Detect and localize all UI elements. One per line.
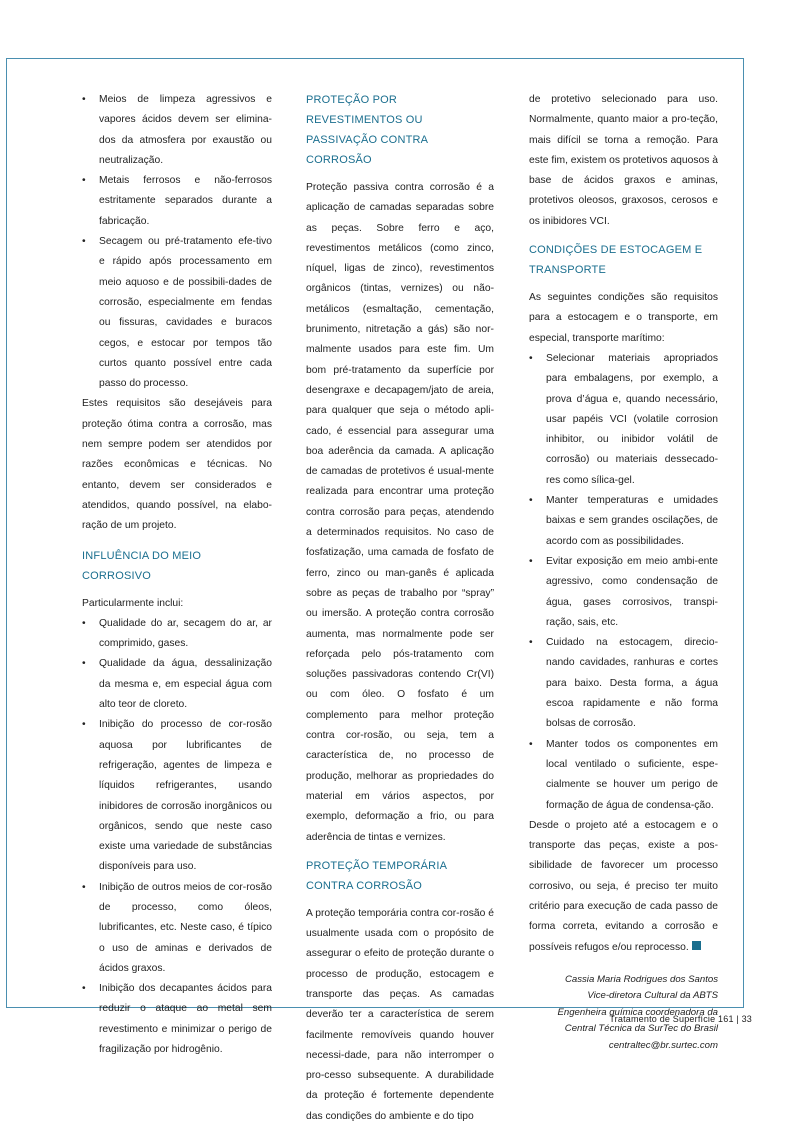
- section-heading-meio-corrosivo: INFLUÊNCIA DO MEIO CORROSIVO: [82, 549, 202, 582]
- list-item: • Metais ferrosos e não-ferrosos estritamente separados durante a fabricação.: [82, 171, 272, 232]
- bullet-list-requirements: [82, 90, 272, 394]
- paragraph: Proteção passiva contra corrosão é a aplicação de camadas separadas sobre as peças. Sobre ferro e aço, revestimentos metálicos (como zinco, níquel, ligas de zinco), revestimentos orgânicos (tintas, vernizes) ou não-metálicos (esmaltação, cementação, brunimento, nitretação a gás) são nor-malmente usados para este fim. Um bom pré-tratamento da superfície por desengraxe e decapagem/jato de areia, para qualquer que seja o método apli-cado, é essencial para assegurar uma boa aderência da camada. A aplicação de camadas de protetivos é usual-mente realizada para encontrar uma proteção contra corrosão para peças, atendendo a determinados requisitos. No caso de fosfatização, uma camada de fosfato de ferro, zinco ou man-ganês é aplicada sobre as peças de trabalho por “spray” ou imersão. A proteção contra corrosão aumenta, mas normalmente pode ser reforçada pelo pós-tratamento com soluções passivadoras contendo Cr(VI) ou com óleo. O fosfato é um complemento para melhor proteção contra cor-rosão, ou seja, tem a característica de, no processo de produção, melhorar as propriedades do material em vários aspectos, por exemplo, deformação a frio, ou para aderência de tintas e vernizes.: [306, 182, 494, 843]
- paragraph: Estes requisitos são desejáveis para proteção ótima contra a corrosão, mas nem sempre podem ser atendidos por razões econômicas e técnicas. No entanto, devem ser considerados e atendidos, quando possível, na elabo-ração de um projeto.: [82, 398, 272, 532]
- author-role: Vice-diretora Cultural da ABTS: [587, 990, 718, 1002]
- list-item: • Inibição dos decapantes ácidos para reduzir o ataque ao metal sem revestimento e minimizar o perigo de fragilização por hidrogênio.: [82, 979, 272, 1060]
- column-1: [82, 90, 272, 1060]
- list-item: • Qualidade do ar, secagem do ar, ar comprimido, gases.: [82, 614, 272, 655]
- author-name: Cassia Maria Rodrigues dos Santos: [564, 973, 718, 985]
- list-item: • Inibição de outros meios de cor-rosão de processo, como óleos, lubrificantes, etc. Neste caso, é típico o uso de aminas e derivados de ácidos graxos.: [82, 878, 272, 979]
- list-item: • Meios de limpeza agressivos e vapores ácidos devem ser elimina-dos da atmosfera por exaustão ou neutralização.: [82, 90, 272, 171]
- list-item: • Manter todos os componentes em local ventilado o suficiente, espe-cialmente se houver um perigo de formação de água de condensa-ção.: [529, 735, 718, 816]
- paragraph: As seguintes condições são requisitos para a estocagem e o transporte, em especial, transporte marítimo:: [529, 292, 718, 344]
- closing-text: Desde o projeto até a estocagem e o transporte das peças, existe a pos-sibilidade de favorecer um processo corrosivo, ou seja, é preciso ter muito critério para execução de cada passo de forma correta, evitando a corrosão e possíveis refugos e/ou reprocesso.: [529, 819, 718, 953]
- list-item: • Evitar exposição em meio ambi-ente agressivo, como condensação de água, gases corrosivos, transpi-ração, sais, etc.: [529, 552, 718, 633]
- list-item: • Selecionar materiais apropriados para embalagens, por exemplo, a prova d’água e, quando necessário, usar papéis VCI (volatile corrosion inhibitor, ou inibidor volátil de corrosão) ou materiais dessecado-res como sílica-gel.: [529, 349, 718, 491]
- list-item: • Qualidade da água, dessalinização da mesma e, em especial água com alto teor de cloreto.: [82, 654, 272, 715]
- paragraph: de protetivo selecionado para uso. Normalmente, quanto maior a pro-teção, mais difícil se torna a remoção. Para este fim, existem os protetivos aquosos à base de ácidos graxos e aminas, protetivos oleosos, graxosos, cerosos e os inibidores VCI.: [529, 94, 718, 227]
- section-heading-revestimentos: PROTEÇÃO POR REVESTIMENTOS OU PASSIVAÇÃO CONTRA CORROSÃO: [306, 94, 428, 166]
- list-item: • Cuidado na estocagem, direcio-nando cavidades, ranhuras e cortes para baixo. Desta forma, a água escoa rapidamente e não forma bolsas de corrosão.: [529, 633, 718, 734]
- section-heading-temporaria: PROTEÇÃO TEMPORÁRIA CONTRA CORROSÃO: [306, 859, 447, 892]
- section-heading-estocagem: CONDIÇÕES DE ESTOCAGEM E TRANSPORTE: [529, 244, 703, 277]
- bullet-list-estocagem: [529, 349, 718, 816]
- page-footer: Tratamento de Superfície 161 | 33: [609, 1014, 752, 1024]
- list-item: • Manter temperaturas e umidades baixas e sem grandes oscilações, de acordo com as possibilidades.: [529, 491, 718, 552]
- column-3: [529, 90, 718, 1054]
- end-square-icon: [692, 941, 701, 950]
- author-email: centraltec@br.surtec.com: [608, 1039, 718, 1051]
- column-2: [306, 90, 494, 1127]
- paragraph-closing: [529, 816, 718, 958]
- list-item: • Inibição do processo de cor-rosão aquosa por lubrificantes de refrigeração, agentes de limpeza e líquidos refrigerantes, usando inibidores de corrosão inorgânicos ou orgânicos, sendo que neste caso existe uma variedade de substâncias disponíveis para uso.: [82, 715, 272, 877]
- bullet-list-meio: [82, 614, 272, 1061]
- list-item: • Secagem ou pré-tratamento efe-tivo e rápido após processamento em meio aquoso e de possibili-dades de corrosão, especialmente em fendas ou fissuras, cavidades e buracos cegos, e estocar por tempos tão curtos quanto possível entre cada passo do processo.: [82, 232, 272, 394]
- paragraph: A proteção temporária contra cor-rosão é usualmente usada com o propósito de assegurar o efeito de proteção durante o processo de produção, estocagem e transporte das peças. As camadas deverão ter a característica de serem facilmente removíveis quando houver necessi-dade, para não interromper o pro-cesso subsequente. A durabilidade da proteção é fortemente dependente das condições do ambiente e do tipo: [306, 907, 494, 1122]
- paragraph-intro: Particularmente inclui:: [82, 597, 184, 609]
- author-role: Engenheira química coordenadora da Central Técnica da SurTec do Brasil: [557, 1006, 718, 1035]
